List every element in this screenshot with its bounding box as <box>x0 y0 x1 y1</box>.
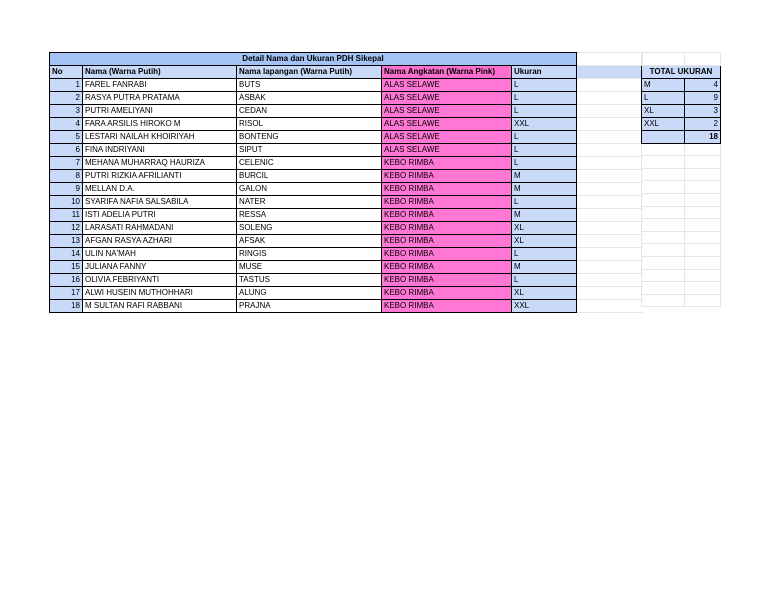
cell-ukuran[interactable]: M <box>512 261 577 274</box>
cell-lapangan[interactable]: RISOL <box>237 118 382 131</box>
cell-lapangan[interactable]: BUTS <box>237 79 382 92</box>
empty-cell[interactable] <box>577 287 643 300</box>
empty-cell[interactable] <box>685 244 721 257</box>
cell-nama[interactable]: LESTARI NAILAH KHOIRIYAH <box>83 131 237 144</box>
cell-ukuran[interactable]: L <box>512 131 577 144</box>
cell-nama[interactable]: PUTRI AMELIYANI <box>83 105 237 118</box>
empty-cell[interactable] <box>577 196 643 209</box>
cell-angkatan[interactable]: KEBO RIMBA <box>382 209 512 222</box>
empty-cell[interactable] <box>642 168 685 181</box>
table-title-row <box>50 53 643 66</box>
cell-no[interactable]: 7 <box>50 157 83 170</box>
empty-cell[interactable] <box>685 269 721 282</box>
empty-cell[interactable] <box>642 282 685 295</box>
summary-row <box>642 104 721 117</box>
cell-angkatan[interactable]: KEBO RIMBA <box>382 235 512 248</box>
cell-no[interactable]: 6 <box>50 144 83 157</box>
summary-empty-row <box>642 294 721 307</box>
table-row <box>50 287 643 300</box>
cell-no[interactable]: 3 <box>50 105 83 118</box>
cell-angkatan[interactable]: ALAS SELAWE <box>382 105 512 118</box>
cell-no[interactable]: 4 <box>50 118 83 131</box>
cell-ukuran[interactable]: M <box>512 183 577 196</box>
cell-nama[interactable]: FINA INDRIYANI <box>83 144 237 157</box>
empty-cell[interactable] <box>642 156 685 169</box>
cell-angkatan[interactable]: KEBO RIMBA <box>382 222 512 235</box>
cell-lapangan[interactable]: SOLENG <box>237 222 382 235</box>
cell-ukuran[interactable]: M <box>512 209 577 222</box>
cell-no[interactable]: 5 <box>50 131 83 144</box>
empty-cell[interactable] <box>642 206 685 219</box>
cell-ukuran[interactable]: L <box>512 196 577 209</box>
empty-cell[interactable] <box>577 248 643 261</box>
cell-angkatan[interactable]: ALAS SELAWE <box>382 92 512 105</box>
table-row <box>50 118 643 131</box>
empty-cell[interactable] <box>642 269 685 282</box>
cell-lapangan[interactable]: NATER <box>237 196 382 209</box>
cell-ukuran[interactable]: XL <box>512 235 577 248</box>
empty-cell[interactable] <box>685 294 721 307</box>
summary-empty-row <box>642 143 721 156</box>
table-row <box>50 92 643 105</box>
summary-empty-row <box>642 181 721 194</box>
empty-cell[interactable] <box>577 157 643 170</box>
cell-ukuran[interactable]: L <box>512 248 577 261</box>
cell-ukuran[interactable]: L <box>512 144 577 157</box>
cell-angkatan[interactable]: ALAS SELAWE <box>382 131 512 144</box>
cell-no[interactable]: 16 <box>50 274 83 287</box>
summary-empty-row <box>642 206 721 219</box>
table-row <box>50 157 643 170</box>
table-row <box>50 222 643 235</box>
summary-size[interactable]: M <box>642 78 685 91</box>
summary-header-row <box>642 65 721 78</box>
cell-nama[interactable]: FARA ARSILIS HIROKO M <box>83 118 237 131</box>
cell-lapangan[interactable]: MUSE <box>237 261 382 274</box>
empty-cell[interactable] <box>577 261 643 274</box>
empty-cell[interactable] <box>642 181 685 194</box>
cell-angkatan[interactable]: KEBO RIMBA <box>382 157 512 170</box>
cell-lapangan[interactable]: CEDAN <box>237 105 382 118</box>
cell-nama[interactable]: RASYA PUTRA PRATAMA <box>83 92 237 105</box>
cell-no[interactable]: 11 <box>50 209 83 222</box>
cell-ukuran[interactable]: L <box>512 105 577 118</box>
table-row <box>50 209 643 222</box>
empty-cell[interactable] <box>642 193 685 206</box>
summary-empty-row <box>642 168 721 181</box>
cell-lapangan[interactable]: TASTUS <box>237 274 382 287</box>
empty-cell[interactable] <box>642 219 685 232</box>
summary-count[interactable]: 9 <box>685 91 721 104</box>
empty-cell[interactable] <box>577 92 643 105</box>
summary-empty-row <box>642 219 721 232</box>
cell-angkatan[interactable]: KEBO RIMBA <box>382 261 512 274</box>
cell-lapangan[interactable]: ASBAK <box>237 92 382 105</box>
header-no[interactable]: No <box>50 66 83 79</box>
table-row <box>50 105 643 118</box>
cell-ukuran[interactable]: XXL <box>512 118 577 131</box>
summary-total-row <box>642 130 721 143</box>
empty-cell[interactable] <box>642 294 685 307</box>
cell-nama[interactable]: M SULTAN RAFI RABBANI <box>83 300 237 313</box>
table-row <box>50 261 643 274</box>
summary-empty-row <box>642 193 721 206</box>
cell-nama[interactable]: FAREL FANRABI <box>83 79 237 92</box>
cell-nama[interactable]: JULIANA FANNY <box>83 261 237 274</box>
cell-lapangan[interactable]: SIPUT <box>237 144 382 157</box>
header-nama[interactable]: Nama (Warna Putih) <box>83 66 237 79</box>
table-row <box>50 131 643 144</box>
cell-ukuran[interactable]: L <box>512 274 577 287</box>
cell-lapangan[interactable]: GALON <box>237 183 382 196</box>
empty-cell[interactable] <box>685 193 721 206</box>
summary-empty-row <box>642 156 721 169</box>
cell-nama[interactable]: MEHANA MUHARRAQ HAURIZA <box>83 157 237 170</box>
cell-angkatan[interactable]: KEBO RIMBA <box>382 248 512 261</box>
cell-no[interactable]: 8 <box>50 170 83 183</box>
empty-cell[interactable] <box>577 144 643 157</box>
summary-empty-row <box>642 244 721 257</box>
cell-nama[interactable]: LARASATI RAHMADANI <box>83 222 237 235</box>
empty-cell[interactable] <box>642 53 685 66</box>
header-lapangan[interactable]: Nama lapangan (Warna Putih) <box>237 66 382 79</box>
summary-count[interactable]: 3 <box>685 104 721 117</box>
empty-cell[interactable] <box>685 181 721 194</box>
header-ukuran[interactable]: Ukuran <box>512 66 577 79</box>
summary-title[interactable]: TOTAL UKURAN <box>642 65 721 78</box>
empty-cell[interactable] <box>642 231 685 244</box>
empty-cell[interactable] <box>577 79 643 92</box>
summary-total[interactable]: 18 <box>685 130 721 143</box>
empty-cell[interactable] <box>577 170 643 183</box>
cell-angkatan[interactable]: KEBO RIMBA <box>382 287 512 300</box>
summary-total-label[interactable] <box>642 130 685 143</box>
cell-angkatan[interactable]: ALAS SELAWE <box>382 79 512 92</box>
summary-empty-row <box>642 231 721 244</box>
cell-angkatan[interactable]: ALAS SELAWE <box>382 118 512 131</box>
cell-no[interactable]: 10 <box>50 196 83 209</box>
cell-ukuran[interactable]: L <box>512 92 577 105</box>
table-row <box>50 170 643 183</box>
cell-ukuran[interactable]: L <box>512 157 577 170</box>
summary-row <box>642 91 721 104</box>
cell-ukuran[interactable]: XL <box>512 287 577 300</box>
summary-spacer-row <box>642 53 721 66</box>
cell-no[interactable]: 17 <box>50 287 83 300</box>
cell-lapangan[interactable]: PRAJNA <box>237 300 382 313</box>
empty-cell[interactable] <box>685 282 721 295</box>
empty-cell[interactable] <box>577 66 643 79</box>
empty-cell[interactable] <box>577 222 643 235</box>
cell-angkatan[interactable]: ALAS SELAWE <box>382 144 512 157</box>
empty-cell[interactable] <box>577 105 643 118</box>
cell-no[interactable]: 13 <box>50 235 83 248</box>
cell-no[interactable]: 12 <box>50 222 83 235</box>
empty-cell[interactable] <box>685 53 721 66</box>
table-title[interactable]: Detail Nama dan Ukuran PDH Sikepal <box>50 53 577 66</box>
cell-nama[interactable]: AFGAN RASYA AZHARI <box>83 235 237 248</box>
cell-no[interactable]: 2 <box>50 92 83 105</box>
cell-no[interactable]: 9 <box>50 183 83 196</box>
table-row <box>50 248 643 261</box>
summary-count[interactable]: 4 <box>685 78 721 91</box>
empty-cell[interactable] <box>642 143 685 156</box>
table-row <box>50 196 643 209</box>
cell-lapangan[interactable]: AFSAK <box>237 235 382 248</box>
pdh-detail-table <box>49 52 643 313</box>
empty-cell[interactable] <box>685 168 721 181</box>
table-row <box>50 144 643 157</box>
total-ukuran-table <box>641 52 721 307</box>
empty-cell[interactable] <box>577 183 643 196</box>
cell-no[interactable]: 14 <box>50 248 83 261</box>
cell-angkatan[interactable]: KEBO RIMBA <box>382 183 512 196</box>
cell-lapangan[interactable]: CELENIC <box>237 157 382 170</box>
empty-cell[interactable] <box>577 274 643 287</box>
cell-nama[interactable]: ISTI ADELIA PUTRI <box>83 209 237 222</box>
cell-nama[interactable]: OLIVIA FEBRIYANTI <box>83 274 237 287</box>
cell-angkatan[interactable]: KEBO RIMBA <box>382 300 512 313</box>
summary-empty-row <box>642 256 721 269</box>
empty-cell[interactable] <box>642 244 685 257</box>
summary-size[interactable]: XL <box>642 104 685 117</box>
cell-ukuran[interactable]: XL <box>512 222 577 235</box>
cell-lapangan[interactable]: BONTENG <box>237 131 382 144</box>
empty-cell[interactable] <box>577 209 643 222</box>
summary-empty-row <box>642 282 721 295</box>
table-row <box>50 235 643 248</box>
empty-cell[interactable] <box>685 143 721 156</box>
cell-angkatan[interactable]: KEBO RIMBA <box>382 170 512 183</box>
summary-row <box>642 117 721 130</box>
empty-cell[interactable] <box>685 156 721 169</box>
summary-row <box>642 78 721 91</box>
cell-ukuran[interactable]: L <box>512 79 577 92</box>
table-row <box>50 79 643 92</box>
empty-cell[interactable] <box>577 118 643 131</box>
empty-cell[interactable] <box>685 219 721 232</box>
cell-ukuran[interactable]: XXL <box>512 300 577 313</box>
empty-cell[interactable] <box>685 206 721 219</box>
empty-cell[interactable] <box>685 256 721 269</box>
cell-nama[interactable]: ULIN NA'MAH <box>83 248 237 261</box>
summary-size[interactable]: XXL <box>642 117 685 130</box>
table-row <box>50 274 643 287</box>
cell-angkatan[interactable]: KEBO RIMBA <box>382 274 512 287</box>
empty-cell[interactable] <box>577 53 643 66</box>
cell-lapangan[interactable]: ALUNG <box>237 287 382 300</box>
cell-lapangan[interactable]: BURCIL <box>237 170 382 183</box>
empty-cell[interactable] <box>642 256 685 269</box>
empty-cell[interactable] <box>577 300 643 313</box>
header-angkatan[interactable]: Nama Angkatan (Warna Pink) <box>382 66 512 79</box>
cell-nama[interactable]: SYARIFA NAFIA SALSABILA <box>83 196 237 209</box>
summary-empty-row <box>642 269 721 282</box>
table-row <box>50 300 643 313</box>
empty-cell[interactable] <box>685 231 721 244</box>
header-row <box>50 66 643 79</box>
cell-nama[interactable]: MELLAN D.A. <box>83 183 237 196</box>
summary-size[interactable]: L <box>642 91 685 104</box>
cell-no[interactable]: 18 <box>50 300 83 313</box>
empty-cell[interactable] <box>577 131 643 144</box>
cell-angkatan[interactable]: KEBO RIMBA <box>382 196 512 209</box>
table-row <box>50 183 643 196</box>
cell-no[interactable]: 1 <box>50 79 83 92</box>
empty-cell[interactable] <box>577 235 643 248</box>
cell-lapangan[interactable]: RINGIS <box>237 248 382 261</box>
cell-nama[interactable]: ALWI HUSEIN MUTHOHHARI <box>83 287 237 300</box>
cell-ukuran[interactable]: M <box>512 170 577 183</box>
summary-count[interactable]: 2 <box>685 117 721 130</box>
cell-no[interactable]: 15 <box>50 261 83 274</box>
cell-lapangan[interactable]: RESSA <box>237 209 382 222</box>
cell-nama[interactable]: PUTRI RIZKIA AFRILIANTI <box>83 170 237 183</box>
